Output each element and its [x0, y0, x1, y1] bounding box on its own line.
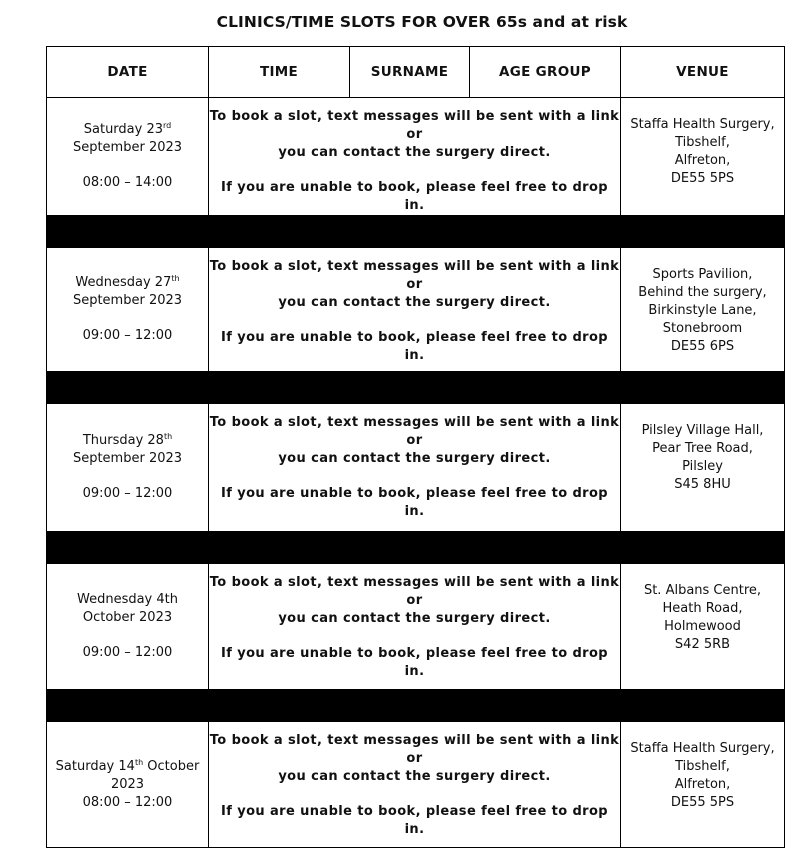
booking-line-2: you can contact the surgery direct.	[278, 145, 551, 160]
date-cell	[47, 722, 209, 848]
date-day: Wednesday 27	[75, 275, 172, 290]
date-suffix: th	[134, 757, 144, 767]
page-title: CLINICS/TIME SLOTS FOR OVER 65s and at risk	[216, 13, 628, 31]
booking-line-1: To book a slot, text messages will be sent with a link or	[209, 415, 620, 448]
time-slot: 09:00 – 12:00	[82, 645, 173, 660]
header-venue: VENUE	[621, 47, 785, 98]
date-suffix: th	[163, 432, 173, 441]
venue-line: Staffa Health Surgery,	[630, 741, 775, 756]
date-day: Wednesday 4th	[76, 592, 178, 607]
date-line	[47, 591, 208, 609]
date-suffix: th	[171, 274, 180, 283]
time-slot: 09:00 – 12:00	[82, 328, 173, 343]
booking-line-1: To book a slot, text messages will be sent with a link or	[209, 575, 620, 608]
date-month-year: 2023	[110, 776, 145, 792]
date-day: Saturday 14	[55, 758, 135, 774]
separator-bar	[47, 690, 785, 722]
venue-line: St. Albans Centre,	[643, 583, 762, 598]
venue-line: DE55 5PS	[670, 171, 735, 186]
venue-line: Birkinstyle Lane,	[648, 303, 757, 318]
separator-row	[47, 690, 785, 722]
venue-cell	[621, 98, 785, 216]
venue-line: Pilsley Village Hall,	[641, 423, 764, 438]
venue-cell	[621, 248, 785, 372]
venue-line: Behind the surgery,	[638, 285, 767, 300]
date-month-year: September 2023	[72, 293, 183, 308]
clinic-row	[47, 248, 785, 372]
separator-bar	[47, 532, 785, 564]
venue-line: Heath Road,	[662, 601, 743, 616]
separator-bar	[47, 372, 785, 404]
booking-message-cell	[209, 722, 621, 848]
date-line	[47, 274, 208, 292]
venue-line: Holmewood	[664, 619, 741, 634]
booking-line-2: you can contact the surgery direct.	[278, 769, 551, 784]
venue-line: Tibshelf,	[675, 759, 730, 774]
separator-bar	[47, 216, 785, 248]
clinics-table	[46, 46, 785, 848]
date-line	[47, 121, 208, 139]
venue-line: Stonebroom	[662, 321, 743, 336]
booking-line-2: you can contact the surgery direct.	[278, 611, 551, 626]
date-month-year: September 2023	[72, 140, 183, 155]
header-date: DATE	[47, 47, 209, 98]
date-line	[47, 758, 208, 776]
booking-message-cell	[209, 404, 621, 532]
venue-cell	[621, 564, 785, 690]
clinic-row	[47, 722, 785, 848]
venue-line: Alfreton,	[674, 777, 731, 792]
venue-line: Sports Pavilion,	[652, 267, 753, 282]
booking-line-1: To book a slot, text messages will be sent with a link or	[209, 733, 620, 766]
venue-line: Pilsley	[682, 459, 723, 474]
booking-line-3: If you are unable to book, please feel free to drop in.	[220, 646, 609, 679]
date-cell	[47, 404, 209, 532]
date-line	[47, 432, 208, 450]
venue-cell	[621, 404, 785, 532]
date-day: Saturday 23	[83, 122, 164, 137]
clinic-row	[47, 404, 785, 532]
booking-message-cell	[209, 564, 621, 690]
booking-line-2: you can contact the surgery direct.	[278, 295, 551, 310]
date-cell	[47, 564, 209, 690]
time-slot: 08:00 – 12:00	[82, 794, 173, 810]
booking-line-1: To book a slot, text messages will be sent with a link or	[209, 259, 620, 292]
separator-row	[47, 372, 785, 404]
time-slot: 09:00 – 12:00	[82, 486, 173, 501]
venue-line: DE55 5PS	[670, 795, 735, 810]
header-time: TIME	[209, 47, 350, 98]
venue-line: Alfreton,	[674, 153, 731, 168]
booking-line-2: you can contact the surgery direct.	[278, 451, 551, 466]
venue-cell	[621, 722, 785, 848]
header-surname: SURNAME	[350, 47, 470, 98]
venue-line: S45 8HU	[674, 477, 731, 492]
date-suffix: rd	[163, 121, 172, 130]
clinic-row	[47, 98, 785, 216]
booking-line-3: If you are unable to book, please feel free to drop in.	[220, 804, 609, 837]
venue-line: Pear Tree Road,	[652, 441, 753, 456]
booking-message-cell	[209, 98, 621, 216]
date-day: Thursday 28	[82, 433, 164, 448]
booking-message-cell	[209, 248, 621, 372]
header-row	[47, 47, 785, 98]
venue-line: Tibshelf,	[675, 135, 730, 150]
header-age-group: AGE GROUP	[470, 47, 621, 98]
separator-row	[47, 532, 785, 564]
booking-line-3: If you are unable to book, please feel free to drop in.	[220, 486, 609, 519]
clinic-row	[47, 564, 785, 690]
venue-line: DE55 6PS	[670, 339, 735, 354]
date-month-year: September 2023	[72, 451, 183, 466]
venue-line: S42 5RB	[674, 637, 731, 652]
booking-line-1: To book a slot, text messages will be sent with a link or	[209, 109, 620, 142]
venue-line: Staffa Health Surgery,	[630, 117, 775, 132]
date-rest: October	[143, 758, 200, 774]
date-cell	[47, 98, 209, 216]
separator-row	[47, 216, 785, 248]
booking-line-3: If you are unable to book, please feel free to drop in.	[220, 330, 609, 363]
date-cell	[47, 248, 209, 372]
time-slot: 08:00 – 14:00	[82, 175, 173, 190]
date-month-year: October 2023	[82, 610, 173, 625]
booking-line-3: If you are unable to book, please feel free to drop in.	[220, 180, 609, 213]
